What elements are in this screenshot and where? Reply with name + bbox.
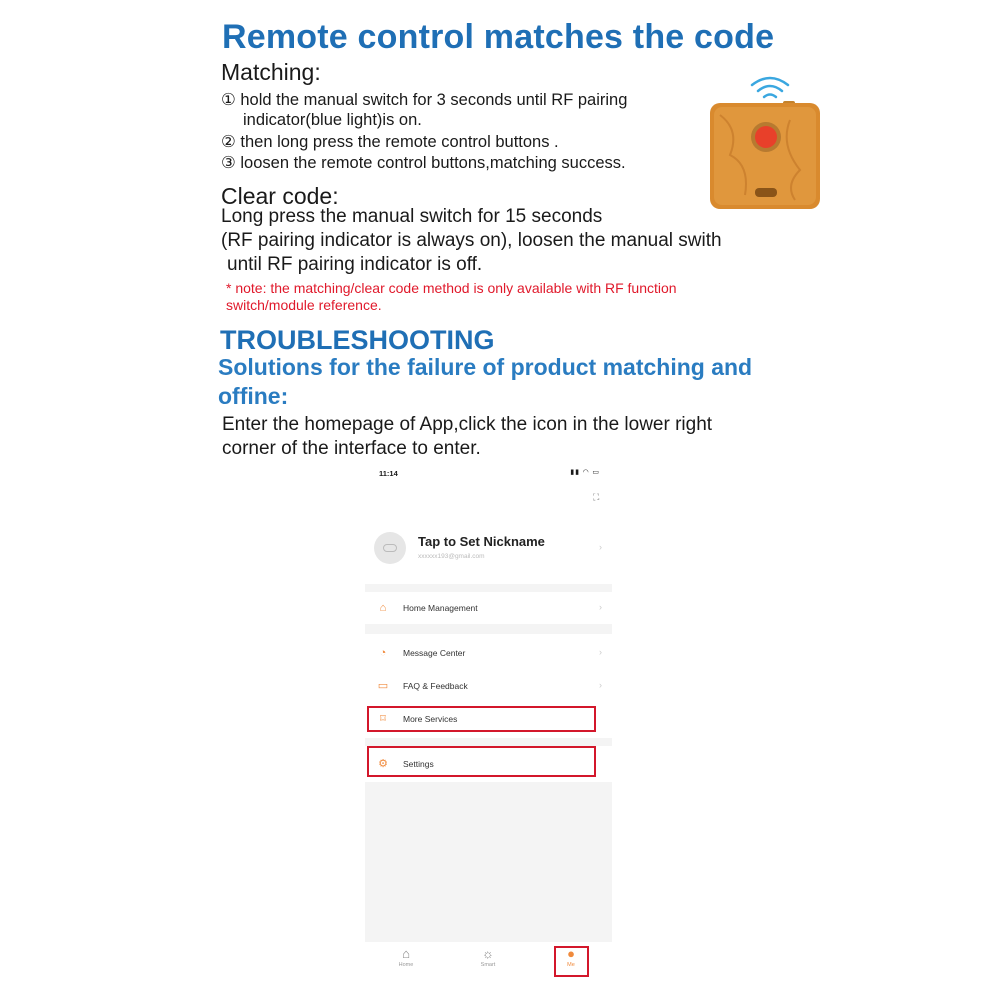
note-line-2: switch/module reference. bbox=[226, 297, 382, 313]
menu-item-label: More Services bbox=[403, 714, 458, 724]
status-bar bbox=[365, 462, 612, 484]
clear-code-heading: Clear code: bbox=[221, 183, 339, 209]
tab-home[interactable] bbox=[386, 946, 426, 968]
menu-item-home-management[interactable] bbox=[365, 592, 612, 624]
tab-smart[interactable] bbox=[468, 946, 508, 968]
tab-label: Home bbox=[398, 962, 414, 968]
matching-step-1: ① hold the manual switch for 3 seconds until RF pairing bbox=[221, 91, 628, 109]
menu-item-message-center[interactable] bbox=[365, 637, 612, 669]
nickname-label[interactable]: Tap to Set Nickname bbox=[418, 534, 545, 549]
clear-code-line-1: Long press the manual switch for 15 seconds bbox=[221, 206, 603, 227]
chevron-right-icon: › bbox=[599, 542, 602, 552]
troubleshooting-subheading-2: offine: bbox=[218, 383, 289, 409]
status-time: 11:14 bbox=[379, 469, 398, 478]
remote-button bbox=[755, 126, 777, 148]
message-icon: ◔ bbox=[379, 647, 387, 659]
matching-heading: Matching: bbox=[221, 59, 321, 85]
chevron-right-icon: › bbox=[599, 647, 602, 657]
clear-code-line-3: until RF pairing indicator is off. bbox=[227, 254, 483, 275]
scan-icon[interactable]: ⛶ bbox=[593, 492, 600, 502]
matching-step-3: ③ loosen the remote control buttons,matching success. bbox=[221, 154, 626, 172]
more-services-highlight bbox=[367, 706, 596, 732]
menu-item-label: Message Center bbox=[403, 648, 466, 658]
account-email: xxxxxx193@gmail.com bbox=[418, 553, 485, 560]
home-icon: ⌂ bbox=[379, 602, 387, 614]
instruction-line-2: corner of the interface to enter. bbox=[222, 438, 481, 459]
note-line-1: * note: the matching/clear code method is only available with RF function bbox=[226, 280, 677, 296]
faq-icon: ▭ bbox=[377, 680, 389, 692]
app-screenshot bbox=[365, 462, 612, 982]
page-title: Remote control matches the code bbox=[222, 18, 775, 56]
chevron-right-icon: › bbox=[599, 680, 602, 690]
menu-item-faq-feedback[interactable] bbox=[365, 670, 612, 702]
menu-item-label: Settings bbox=[403, 759, 434, 769]
gear-icon: ⚙ bbox=[378, 758, 388, 770]
status-icons: ▮▮ ◠ ▭ bbox=[570, 469, 600, 476]
person-icon: ● bbox=[567, 946, 575, 961]
clear-code-line-2: (RF pairing indicator is always on), loosen the manual swith bbox=[221, 230, 722, 251]
menu-item-label: FAQ & Feedback bbox=[403, 681, 468, 691]
tab-label: Me bbox=[567, 962, 575, 968]
troubleshooting-subheading-1: Solutions for the failure of product matching and bbox=[218, 354, 753, 380]
bookmark-icon: ⌑ bbox=[380, 713, 386, 725]
tab-label: Smart bbox=[480, 962, 496, 968]
instruction-line-1: Enter the homepage of App,click the icon in the lower right bbox=[222, 414, 713, 435]
menu-item-label: Home Management bbox=[403, 603, 478, 613]
signal-icon bbox=[752, 78, 788, 97]
avatar[interactable] bbox=[374, 532, 406, 564]
settings-highlight bbox=[367, 746, 596, 777]
rf-remote-image bbox=[700, 75, 830, 215]
sun-icon: ☼ bbox=[482, 946, 494, 961]
menu-group-home bbox=[365, 592, 612, 624]
home-icon: ⌂ bbox=[402, 946, 410, 961]
me-tab-highlight bbox=[554, 946, 589, 977]
matching-step-2: ② then long press the remote control buttons . bbox=[221, 133, 559, 151]
troubleshooting-heading: TROUBLESHOOTING bbox=[220, 325, 495, 355]
chevron-right-icon: › bbox=[599, 602, 602, 612]
matching-step-1-cont: indicator(blue light)is on. bbox=[243, 111, 422, 129]
